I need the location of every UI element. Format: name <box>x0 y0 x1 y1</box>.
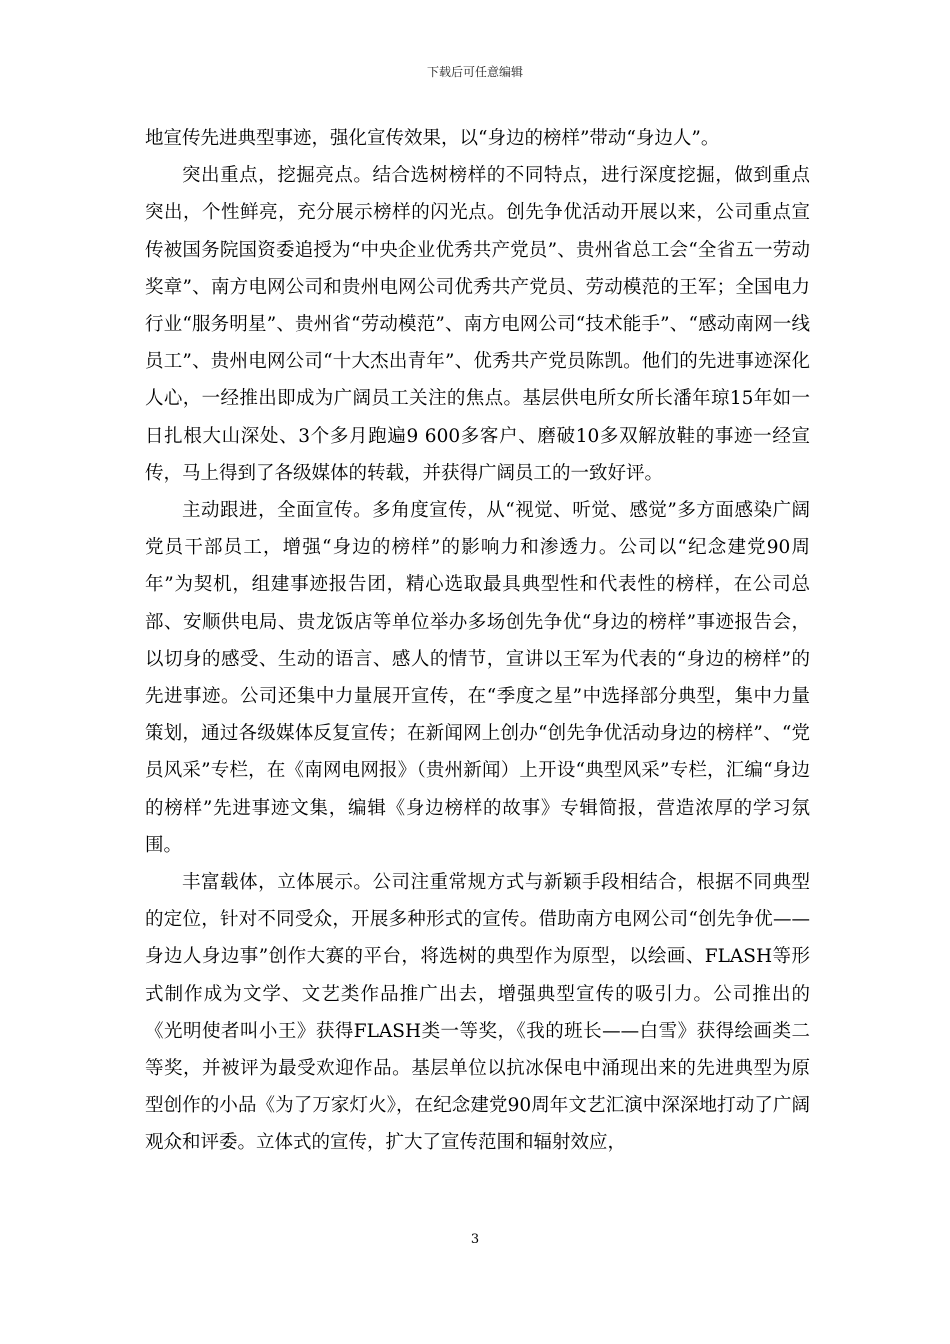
body-text <box>145 120 810 1162</box>
page-header: 下载后可任意编辑 <box>426 65 523 79</box>
paragraph: 突出重点，挖掘亮点。结合选树榜样的不同特点，进行深度挖掘，做到重点突出，个性鲜亮，充分展示榜样的闪光点。创先争优活动开展以来，公司重点宣传被国务院国资委追授为“中央企业优秀共产党员”、贵州省总工会“全省五一劳动奖章”、南方电网公司和贵州电网公司优秀共产党员、劳动模范的王军；全国电力行业“服务明星”、贵州省“劳动模范”、南方电网公司“技术能手”、“感动南网一线员工”、贵州电网公司“十大杰出青年”、优秀共产党员陈凯。他们的先进事迹深化人心，一经推出即成为广阔员工关注的焦点。基层供电所女所长潘年琼15年如一日扎根大山深处、3个多月跑遍9 600多客户、磨破10多双解放鞋的事迹一经宣传，马上得到了各级媒体的转载，并获得广阔员工的一致好评。 <box>145 165 810 484</box>
paragraph: 地宣传先进典型事迹，强化宣传效果，以“身边的榜样”带动“身边人”。 <box>145 128 720 149</box>
page-number: 3 <box>470 1232 480 1247</box>
paragraph: 丰富载体，立体展示。公司注重常规方式与新颖手段相结合，根据不同典型的定位，针对不同受众，开展多种形式的宣传。借助南方电网公司“创先争优——身边人身边事”创作大赛的平台，将选树的典型作为原型，以绘画、FLASH等形式制作成为文学、文艺类作品推广出去，增强典型宣传的吸引力。公司推出的《光明使者叫小王》获得FLASH类一等奖，《我的班长——白雪》获得绘画类二等奖，并被评为最受欢迎作品。基层单位以抗冰保电中涌现出来的先进典型为原型创作的小品《为了万家灯火》，在纪念建党90周年文艺汇演中深深地打动了广阔观众和评委。立体式的宣传，扩大了宣传范围和辐射效应， <box>145 872 810 1154</box>
paragraph: 主动跟进，全面宣传。多角度宣传，从“视觉、听觉、感觉”多方面感染广阔党员干部员工，增强“身边的榜样”的影响力和渗透力。公司以“纪念建党90周年”为契机，组建事迹报告团，精心选取最具典型性和代表性的榜样，在公司总部、安顺供电局、贵龙饭店等单位举办多场创先争优“身边的榜样”事迹报告会，以切身的感受、生动的语言、感人的情节，宣讲以王军为代表的“身边的榜样”的先进事迹。公司还集中力量展开宣传，在“季度之星”中选择部分典型，集中力量策划，通过各级媒体反复宣传；在新闻网上创办“创先争优活动身边的榜样”、“党员风采”专栏，在《南网电网报》（贵州新闻）上开设“典型风采”专栏，汇编“身边的榜样”先进事迹文集，编辑《身边榜样的故事》专辑简报，营造浓厚的学习氛围。 <box>145 500 810 856</box>
